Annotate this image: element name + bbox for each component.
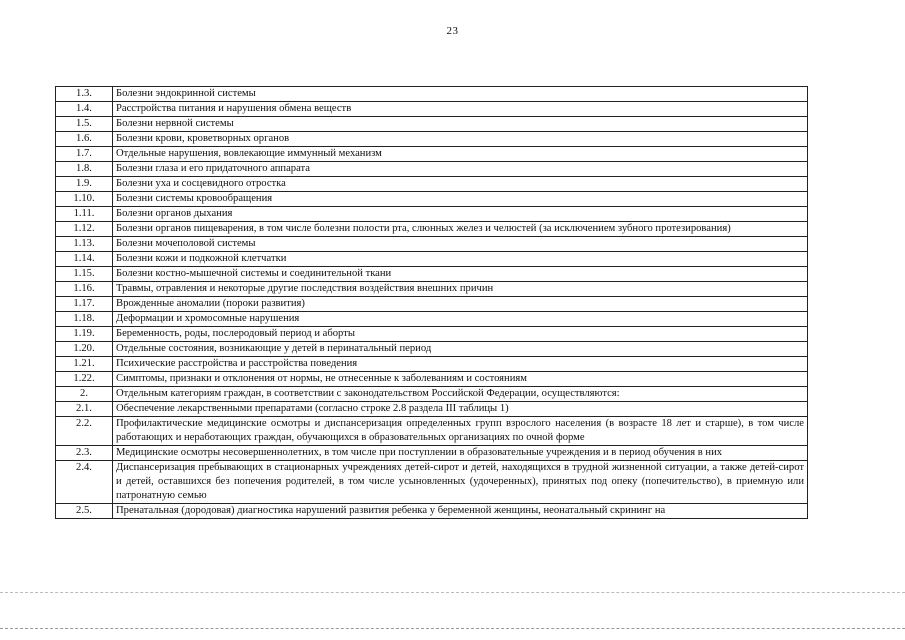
row-text: Болезни глаза и его придаточного аппарата [113, 162, 808, 177]
table-row [56, 222, 808, 237]
row-number: 1.10. [56, 192, 113, 207]
row-number: 1.11. [56, 207, 113, 222]
row-text: Врожденные аномалии (пороки развития) [113, 297, 808, 312]
table-row [56, 504, 808, 519]
table-row [56, 267, 808, 282]
row-text: Психические расстройства и расстройства поведения [113, 357, 808, 372]
table-row [56, 207, 808, 222]
table-row [56, 252, 808, 267]
table-row [56, 417, 808, 446]
row-text: Пренатальная (дородовая) диагностика нарушений развития ребенка у беременной женщины, неонатальный скрининг на [113, 504, 808, 519]
row-text: Болезни мочеполовой системы [113, 237, 808, 252]
table-row [56, 327, 808, 342]
row-text: Отдельные нарушения, вовлекающие иммунный механизм [113, 147, 808, 162]
row-text: Болезни кожи и подкожной клетчатки [113, 252, 808, 267]
row-number: 1.16. [56, 282, 113, 297]
row-number: 2.3. [56, 446, 113, 461]
table-body [56, 87, 808, 519]
row-text: Болезни нервной системы [113, 117, 808, 132]
row-text: Беременность, роды, послеродовый период и аборты [113, 327, 808, 342]
table-row [56, 237, 808, 252]
row-number: 2.2. [56, 417, 113, 446]
table-row [56, 147, 808, 162]
row-number: 2. [56, 387, 113, 402]
table-row [56, 282, 808, 297]
row-text: Профилактические медицинские осмотры и диспансеризация определенных групп взрослого населения (в возрасте 18 лет и старше), в том числе работающих и неработающих граждан, обучающихся в образовательных организациях по очной форме [113, 417, 808, 446]
row-text: Травмы, отравления и некоторые другие последствия воздействия внешних причин [113, 282, 808, 297]
table-row [56, 342, 808, 357]
table-row [56, 132, 808, 147]
diseases-table [55, 86, 808, 519]
scan-artifact-line [0, 628, 905, 629]
table-row [56, 461, 808, 504]
row-number: 1.5. [56, 117, 113, 132]
row-number: 1.17. [56, 297, 113, 312]
table-row [56, 177, 808, 192]
row-number: 1.15. [56, 267, 113, 282]
row-text: Болезни эндокринной системы [113, 87, 808, 102]
row-text: Болезни органов дыхания [113, 207, 808, 222]
row-number: 1.12. [56, 222, 113, 237]
row-number: 1.21. [56, 357, 113, 372]
table-row [56, 192, 808, 207]
row-number: 2.5. [56, 504, 113, 519]
row-text: Болезни системы кровообращения [113, 192, 808, 207]
row-text: Болезни уха и сосцевидного отростка [113, 177, 808, 192]
row-text: Болезни органов пищеварения, в том числе болезни полости рта, слюнных желез и челюстей (за исключением зубного протезирования) [113, 222, 808, 237]
row-text: Расстройства питания и нарушения обмена веществ [113, 102, 808, 117]
row-text: Отдельные состояния, возникающие у детей в перинатальный период [113, 342, 808, 357]
row-number: 2.4. [56, 461, 113, 504]
table-row [56, 372, 808, 387]
table-row [56, 117, 808, 132]
row-number: 2.1. [56, 402, 113, 417]
page-number: 23 [446, 25, 459, 37]
table-row [56, 102, 808, 117]
table-row [56, 297, 808, 312]
row-number: 1.20. [56, 342, 113, 357]
row-text: Симптомы, признаки и отклонения от нормы, не отнесенные к заболеваниям и состояниям [113, 372, 808, 387]
table-row [56, 312, 808, 327]
row-text: Деформации и хромосомные нарушения [113, 312, 808, 327]
row-text: Отдельным категориям граждан, в соответствии с законодательством Российской Федерации, осуществляются: [113, 387, 808, 402]
row-number: 1.22. [56, 372, 113, 387]
row-text: Болезни крови, кроветворных органов [113, 132, 808, 147]
row-number: 1.18. [56, 312, 113, 327]
table-row [56, 446, 808, 461]
row-text: Обеспечение лекарственными препаратами (согласно строке 2.8 раздела III таблицы 1) [113, 402, 808, 417]
row-number: 1.19. [56, 327, 113, 342]
row-text: Болезни костно-мышечной системы и соединительной ткани [113, 267, 808, 282]
table-row [56, 162, 808, 177]
row-number: 1.9. [56, 177, 113, 192]
row-number: 1.7. [56, 147, 113, 162]
row-number: 1.4. [56, 102, 113, 117]
table-row [56, 387, 808, 402]
table-row [56, 87, 808, 102]
table-row [56, 402, 808, 417]
row-text: Медицинские осмотры несовершеннолетних, в том числе при поступлении в образовательные учреждения и в период обучения в них [113, 446, 808, 461]
row-text: Диспансеризация пребывающих в стационарных учреждениях детей-сирот и детей, находящихся в трудной жизненной ситуации, а также детей-сирот и детей, оставшихся без попечения родителей, в том числе усыновленных (удочеренных), принятых под опеку (попечительство), в приемную или патронатную семью [113, 461, 808, 504]
row-number: 1.8. [56, 162, 113, 177]
row-number: 1.3. [56, 87, 113, 102]
scan-artifact-line [0, 592, 905, 593]
row-number: 1.13. [56, 237, 113, 252]
table-row [56, 357, 808, 372]
row-number: 1.6. [56, 132, 113, 147]
row-number: 1.14. [56, 252, 113, 267]
